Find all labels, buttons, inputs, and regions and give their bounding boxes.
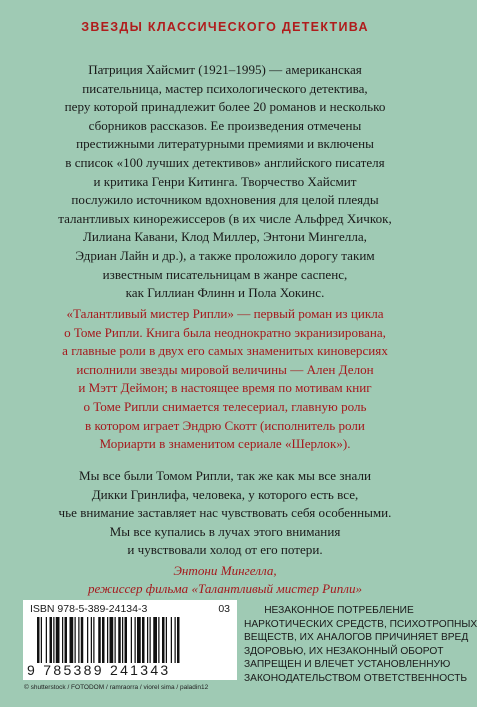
barcode-panel (23, 600, 237, 680)
legal-warning (244, 604, 477, 685)
barcode-bars (37, 617, 223, 663)
text-line: сборников рассказов. Ее произведения отмечены (88, 117, 362, 133)
isbn-suffix: 03 (218, 603, 230, 615)
text-line: и чувствовали холод от его потери. (127, 542, 323, 558)
text-line: Лилиана Кавани, Клод Миллер, Энтони Мингелла, (83, 229, 367, 245)
text-line: в список «100 лучших детективов» английского писателя (65, 154, 385, 170)
isbn-line (30, 603, 230, 615)
barcode-digits: 9 785389 241343 (27, 662, 171, 678)
series-title: ЗВЕЗДЫ КЛАССИЧЕСКОГО ДЕТЕКТИВА (81, 20, 369, 34)
text-line: Патриция Хайсмит (1921–1995) — американская (88, 62, 362, 77)
author-bio-paragraph (20, 61, 430, 303)
warning-line: ЗАКОНОДАТЕЛЬСТВОМ ОТВЕТСТВЕННОСТЬ (244, 672, 468, 684)
photo-credits: © shutterstock / FOTODOM / ramraorra / viorel sima / paladin12 (24, 684, 209, 691)
text-line: талантливых кинорежиссеров (в их числе Альфред Хичкок, (58, 210, 392, 226)
warning-line: ЗАПРЕЩЕН И ВЛЕЧЕТ УСТАНОВЛЕННУЮ (244, 659, 451, 670)
text-line: писательница, мастер психологического детектива, (82, 80, 368, 96)
text-line: исполнили звезды мировой величины — Ален Делон (76, 361, 374, 377)
text-line: о Томе Рипли снимается телесериал, главную роль (83, 398, 367, 414)
text-line: и критика Генри Китинга. Творчество Хайсмит (93, 173, 357, 189)
attribution-role: режиссер фильма «Талантливый мистер Рипли» (87, 581, 363, 596)
warning-line: НАРКОТИЧЕСКИХ СРЕДСТВ, ПСИХОТРОПНЫХ (244, 618, 477, 630)
text-line: чье внимание заставляет нас чувствовать себя особенными. (58, 505, 392, 521)
text-line: известным писательницам в жанре саспенс, (102, 266, 348, 282)
isbn-number: ISBN 978-5-389-24134-3 (30, 603, 148, 615)
text-line: Дикки Гринлифа, человека, у которого есть все, (91, 486, 359, 502)
warning-line: ЗДОРОВЬЮ, ИХ НЕЗАКОННЫЙ ОБОРОТ (244, 645, 444, 657)
text-line: Мы все купались в лучах этого внимания (109, 523, 341, 539)
text-line: как Гиллиан Флинн и Пола Хокинс. (125, 285, 325, 301)
text-line: в котором играет Эндрю Скотт (исполнитель роли (85, 417, 365, 433)
book-description-paragraph (20, 305, 430, 454)
text-line: престижными литературными премиями и включены (76, 136, 374, 152)
text-line: Эдриан Лайн и др.), а также проложило дорогу таким (75, 247, 375, 263)
text-line: Мориарти в знаменитом сериале «Шерлок»). (99, 436, 351, 452)
text-line: Мы все были Томом Рипли, так же как мы все знали (78, 468, 372, 483)
text-line: о Томе Рипли. Книга была неоднократно экранизирована, (64, 324, 386, 340)
warning-line: ВЕЩЕСТВ, ИХ АНАЛОГОВ ПРИЧИНЯЕТ ВРЕД (244, 632, 469, 643)
text-line: а главные роли в двух его самых знаменитых киноверсиях (62, 343, 388, 359)
text-line: послужило источником вдохновения для целой плеяды (71, 192, 379, 208)
warning-line: НЕЗАКОННОЕ ПОТРЕБЛЕНИЕ (264, 605, 414, 616)
attribution-name: Энтони Мингелла, (173, 563, 277, 578)
quote-attribution (0, 562, 450, 598)
quote-paragraph (20, 467, 430, 560)
text-line: «Талантливый мистер Рипли» — первый роман из цикла (66, 306, 384, 321)
text-line: перу которой принадлежит более 20 романов и несколько (64, 99, 386, 115)
text-line: и Мэтт Деймон; в настоящее время по мотивам книг (78, 380, 372, 396)
